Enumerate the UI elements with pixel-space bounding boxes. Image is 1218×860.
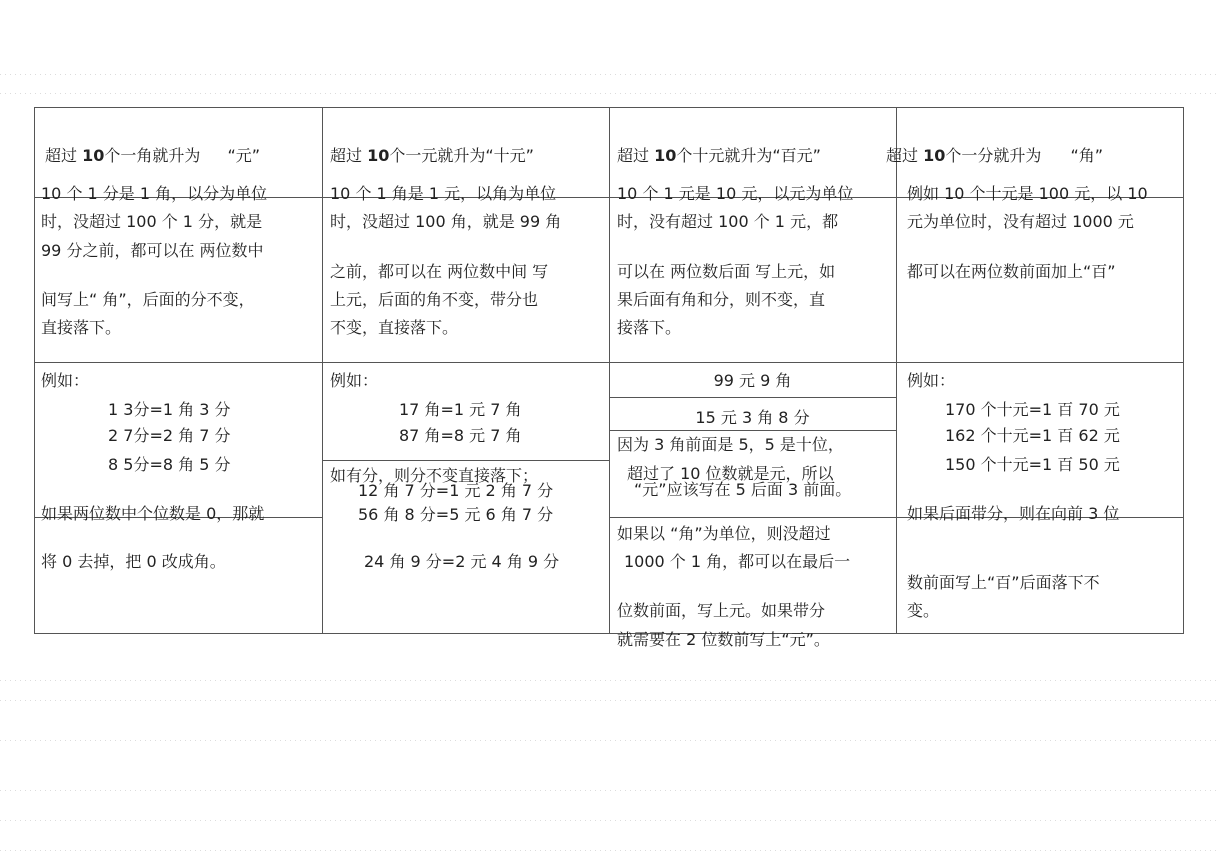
heading-text: 超过 [617,146,650,165]
col3-desc-line: 时，没有超过 100 个 1 元，都 [617,212,839,231]
col2-desc-line: 时，没超过 100 角，就是 99 角 [330,212,562,231]
col2-note: 如有分，则分不变直接落下； [330,466,539,485]
col3-desc-line: 可以在 两位数后面 写上元，如 [617,262,836,281]
col4-note-line: 数前面写上“百”后面落下不 [907,573,1100,592]
col1-example-label: 例如： [41,371,90,390]
scan-line [0,680,1218,681]
table-border-left [34,107,35,634]
col1-desc-line: 时，没超过 100 个 1 分，就是 [41,212,263,231]
heading-text: 超过 [45,146,78,165]
cell-divider [609,430,896,431]
col2-heading [330,146,534,165]
col3-explanation-line: 因为 3 角前面是 5，5 是十位， [617,435,844,454]
col2-example: 17 角=1 元 7 角 [399,400,522,419]
col2-desc-line: 上元，后面的角不变，带分也 [330,290,539,309]
heading-number: 10 [923,146,946,165]
col2-example-label: 例如： [330,371,379,390]
column-divider [896,107,897,634]
col2-example: 56 角 8 分=5 元 6 角 7 分 [358,505,554,524]
col3-desc-line: 接落下。 [617,318,682,337]
col1-desc-line: 99 分之前，都可以在 两位数中 [41,241,264,260]
col3-note-line: 如果以 “角”为单位，则没超过 [617,524,831,543]
col2-example: 12 角 7 分=1 元 2 角 7 分 [358,481,554,500]
col4-desc-line: 元为单位时，没有超过 1000 元 [907,212,1134,231]
col4-desc-line: 都可以在两位数前面加上“百” [907,262,1116,281]
col1-note-line: 将 0 去掉，把 0 改成角。 [41,552,226,571]
heading-text: 个一元就升为“十元” [389,146,534,165]
col3-explanation-line: 超过了 10 位数就是元，所以 [627,464,834,483]
cell-divider [609,397,896,398]
col4-example: 170 个十元=1 百 70 元 [945,400,1120,419]
scan-line [0,700,1218,701]
scan-line [0,740,1218,741]
col3-desc-line: 10 个 1 元是 10 元，以元为单位 [617,184,854,203]
heading-text: 超过 [886,146,919,165]
row-divider [34,362,1184,363]
col3-note-line: 就需要在 2 位数前写上“元”。 [617,630,830,649]
col1-example: 2 7分=2 角 7 分 [108,426,231,445]
col2-example: 87 角=8 元 7 角 [399,426,522,445]
heading-quote: “角” [1070,146,1104,165]
heading-number: 10 [82,146,105,165]
cell-divider [609,517,896,518]
col2-desc-line: 不变，直接落下。 [330,318,459,337]
scan-line [0,820,1218,821]
col3-note-line: 1000 个 1 角，都可以在最后一 [624,552,851,571]
col4-heading [886,146,1103,165]
heading-quote: “元” [227,146,261,165]
col4-desc-line: 例如 10 个十元是 100 元，以 10 [907,184,1148,203]
heading-text: 个十元就升为“百元” [676,146,821,165]
table-border-right [1183,107,1184,634]
col1-desc-line: 间写上“ 角”，后面的分不变， [41,290,255,309]
col3-desc-line: 果后面有角和分，则不变，直 [617,290,826,309]
col1-example: 1 3分=1 角 3 分 [108,400,231,419]
heading-text: 个一角就升为 [104,146,201,165]
col1-note-line: 如果两位数中个位数是 0，那就 [41,504,265,523]
col4-note-line: 变。 [907,601,940,620]
col4-example: 150 个十元=1 百 50 元 [945,455,1120,474]
col3-example: 15 元 3 角 8 分 [695,408,810,427]
col3-heading [617,146,821,165]
col1-desc-line: 直接落下。 [41,318,122,337]
heading-number: 10 [654,146,677,165]
col3-explanation-line: “元”应该写在 5 后面 3 前面。 [634,480,852,499]
scan-line [0,93,1218,94]
col3-example: 99 元 9 角 [713,371,792,390]
column-divider [322,107,323,634]
col1-example: 8 5分=8 角 5 分 [108,455,231,474]
col4-example-label: 例如： [907,371,956,390]
heading-text: 个一分就升为 [945,146,1042,165]
scan-line [0,850,1218,851]
col2-example: 24 角 9 分=2 元 4 角 9 分 [364,552,560,571]
cell-divider [322,460,609,461]
heading-number: 10 [367,146,390,165]
scan-line [0,790,1218,791]
col4-note-line: 如果后面带分，则在向前 3 位 [907,504,1120,523]
scan-line [0,74,1218,75]
col3-note-line: 位数前面，写上元。如果带分 [617,601,826,620]
col4-example: 162 个十元=1 百 62 元 [945,426,1120,445]
col2-desc-line: 之前，都可以在 两位数中间 写 [330,262,549,281]
heading-text: 超过 [330,146,363,165]
col2-desc-line: 10 个 1 角是 1 元，以角为单位 [330,184,557,203]
col1-heading [45,146,260,165]
col1-desc-line: 10 个 1 分是 1 角，以分为单位 [41,184,268,203]
